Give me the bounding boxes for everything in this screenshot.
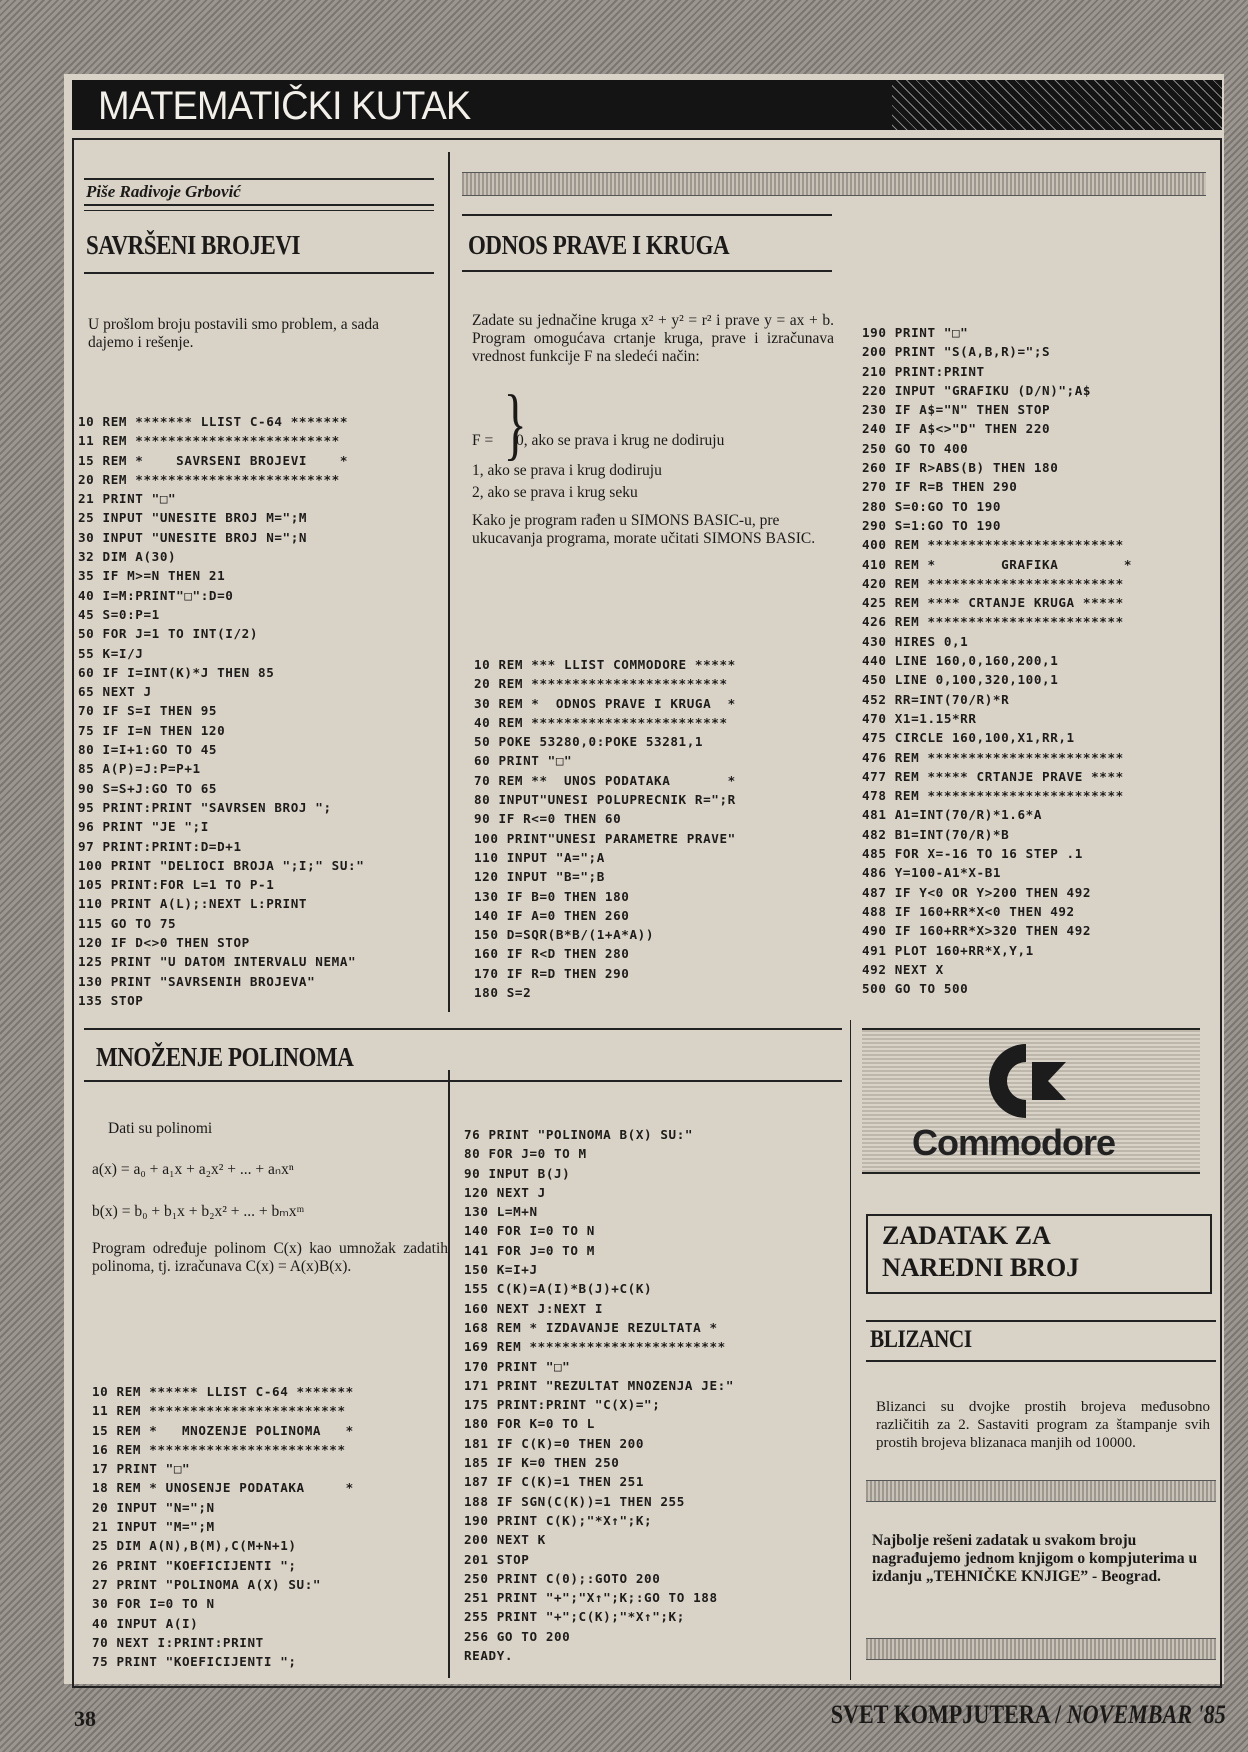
code-line: 120 IF D<>0 THEN STOP <box>78 935 250 951</box>
code-line: 26 PRINT "KOEFICIJENTI "; <box>92 1557 297 1573</box>
code-line: 420 REM ************************ <box>862 575 1124 591</box>
zadatak-line-2: NAREDNI BROJ <box>882 1253 1080 1282</box>
code-line: 185 IF K=0 THEN 250 <box>464 1455 620 1471</box>
code-line: 250 PRINT C(0);:GOTO 200 <box>464 1570 661 1586</box>
odnos-title: ODNOS PRAVE I KRUGA <box>468 230 730 260</box>
code-line: 452 RR=INT(70/R)*R <box>862 691 1010 707</box>
code-line: 155 C(K)=A(I)*B(J)+C(K) <box>464 1281 653 1297</box>
code-line: 21 PRINT "□" <box>78 491 177 507</box>
code-line: 27 PRINT "POLINOMA A(X) SU:" <box>92 1576 322 1592</box>
code-line: 481 A1=INT(70/R)*1.6*A <box>862 807 1043 823</box>
code-line: 15 REM * MNOZENJE POLINOMA * <box>92 1422 354 1438</box>
column-divider-left <box>448 152 450 1012</box>
code-line: 181 IF C(K)=0 THEN 200 <box>464 1435 645 1451</box>
code-line: 160 IF R<D THEN 280 <box>474 946 630 962</box>
code-line: READY. <box>464 1648 514 1664</box>
rule-blizanci-top <box>866 1320 1216 1322</box>
section-banner <box>72 80 1222 130</box>
odnos-intro: Zadate su jednačine kruga x² + y² = r² i prave y = ax + b. Program omogućava crtanje kruga, prave i izračunava vrednost funkcije F na sledeći način: <box>472 312 834 365</box>
code-line: 487 IF Y<0 OR Y>200 THEN 492 <box>862 884 1092 900</box>
odnos-note: Kako je program rađen u SIMONS BASIC-u, pre ukucavanja programa, morate učitati SIMONS BASIC. <box>472 512 816 547</box>
code-line: 475 CIRCLE 160,100,X1,RR,1 <box>862 730 1075 746</box>
code-line: 230 IF A$="N" THEN STOP <box>862 402 1051 418</box>
savrseni-title: SAVRŠENI BROJEVI <box>86 230 301 260</box>
commodore-logo-icon <box>986 1040 1086 1122</box>
code-line: 478 REM ************************ <box>862 788 1124 804</box>
nagrada-text: Najbolje rešeni zadatak u svakom broju nagrađujemo jednom knjigom o kompjuterima u izdanju „TEHNIČKE KNJIGE” - Beograd. <box>872 1532 1198 1585</box>
code-line: 100 PRINT"UNESI PARAMETRE PRAVE" <box>474 830 736 846</box>
code-line: 17 PRINT "□" <box>92 1461 191 1477</box>
code-line: 280 S=0:GO TO 190 <box>862 498 1002 514</box>
code-line: 97 PRINT:PRINT:D=D+1 <box>78 838 242 854</box>
code-line: 440 LINE 160,0,160,200,1 <box>862 653 1059 669</box>
code-line: 141 FOR J=0 TO M <box>464 1242 595 1258</box>
code-line: 256 GO TO 200 <box>464 1628 571 1644</box>
odnos-case-2: 2, ako se prava i krug seku <box>472 484 638 501</box>
code-line: 90 INPUT B(J) <box>464 1165 571 1181</box>
code-line: 482 B1=INT(70/R)*B <box>862 826 1010 842</box>
odnos-grey-bar <box>462 172 1206 196</box>
footer-magazine: SVET KOMPJUTERA <box>830 1700 1050 1729</box>
code-line: 150 K=I+J <box>464 1262 538 1278</box>
code-line: 240 IF A$<>"D" THEN 220 <box>862 421 1051 437</box>
rule-byline-bottom <box>84 204 434 206</box>
mnozenje-desc: Program određuje polinom C(x) kao umnožak zadatih polinoma, tj. izračunava C(x) = A(x)B(x). <box>92 1240 448 1275</box>
column-divider-bottom <box>448 1070 450 1678</box>
code-line: 120 NEXT J <box>464 1184 546 1200</box>
code-line: 50 POKE 53280,0:POKE 53281,1 <box>474 734 704 750</box>
code-line: 50 FOR J=1 TO INT(I/2) <box>78 626 259 642</box>
bottom-grey-bar <box>866 1638 1216 1660</box>
mnozenje-code-part1 <box>92 1382 354 1671</box>
code-line: 130 IF B=0 THEN 180 <box>474 888 630 904</box>
code-line: 70 REM ** UNOS PODATAKA * <box>474 772 736 788</box>
code-line: 488 IF 160+RR*X<0 THEN 492 <box>862 903 1075 919</box>
code-line: 65 NEXT J <box>78 684 152 700</box>
code-line: 115 GO TO 75 <box>78 915 177 931</box>
code-line: 400 REM ************************ <box>862 537 1124 553</box>
code-line: 20 INPUT "N=";N <box>92 1499 215 1515</box>
code-line: 70 NEXT I:PRINT:PRINT <box>92 1634 264 1650</box>
odnos-case-1: 1, ako se prava i krug dodiruju <box>472 462 662 479</box>
code-line: 75 IF I=N THEN 120 <box>78 722 226 738</box>
code-line: 16 REM ************************ <box>92 1441 346 1457</box>
code-line: 80 FOR J=0 TO M <box>464 1146 587 1162</box>
code-line: 40 INPUT A(I) <box>92 1615 199 1631</box>
blizanci-grey-bar <box>866 1480 1216 1502</box>
code-line: 18 REM * UNOSENJE PODATAKA * <box>92 1480 354 1496</box>
code-line: 290 S=1:GO TO 190 <box>862 517 1002 533</box>
code-line: 110 PRINT A(L);:NEXT L:PRINT <box>78 896 308 912</box>
code-line: 169 REM ************************ <box>464 1339 726 1355</box>
code-line: 11 REM ************************* <box>78 433 340 449</box>
code-line: 60 IF I=INT(K)*J THEN 85 <box>78 664 275 680</box>
rule-blizanci-bottom <box>866 1360 1216 1362</box>
code-line: 95 PRINT:PRINT "SAVRSEN BROJ "; <box>78 799 332 815</box>
mnozenje-intro: Dati su polinomi <box>108 1120 213 1137</box>
odnos-case-0: 0, ako se prava i krug ne dodiruju <box>516 432 725 449</box>
code-line: 491 PLOT 160+RR*X,Y,1 <box>862 942 1034 958</box>
code-line: 210 PRINT:PRINT <box>862 363 985 379</box>
odnos-f-label: F = <box>472 432 494 449</box>
blizanci-text: Blizanci su dvojke prostih brojeva međusobno različitih za 2. Sastaviti program za štampanje svih prostih brojeva blizanaca manjih od 10000. <box>876 1399 1210 1451</box>
code-line: 70 IF S=I THEN 95 <box>78 703 218 719</box>
code-line: 190 PRINT C(K);"*X↑";K; <box>464 1512 653 1528</box>
banner-texture <box>892 80 1222 130</box>
code-line: 270 IF R=B THEN 290 <box>862 479 1018 495</box>
code-line: 100 PRINT "DELIOCI BROJA ";I;" SU:" <box>78 857 365 873</box>
code-line: 250 GO TO 400 <box>862 440 969 456</box>
code-line: 180 S=2 <box>474 985 532 1001</box>
code-line: 21 INPUT "M=";M <box>92 1519 215 1535</box>
code-line: 110 INPUT "A=";A <box>474 849 605 865</box>
code-line: 35 IF M>=N THEN 21 <box>78 568 226 584</box>
code-line: 60 PRINT "□" <box>474 753 573 769</box>
rule-byline-top <box>84 178 434 180</box>
odnos-brace: } <box>503 380 527 468</box>
code-line: 255 PRINT "+";C(K);"*X↑";K; <box>464 1609 685 1625</box>
code-line: 120 INPUT "B=";B <box>474 869 605 885</box>
savrseni-intro: U prošlom broju postavili smo problem, a sada dajemo i rešenje. <box>88 316 380 351</box>
code-line: 426 REM ************************ <box>862 614 1124 630</box>
code-line: 175 PRINT:PRINT "C(X)="; <box>464 1397 661 1413</box>
code-line: 10 REM *** LLIST COMMODORE ***** <box>474 657 736 672</box>
code-line: 130 PRINT "SAVRSENIH BROJEVA" <box>78 973 316 989</box>
code-line: 15 REM * SAVRSENI BROJEVI * <box>78 452 349 468</box>
code-line: 25 DIM A(N),B(M),C(M+N+1) <box>92 1538 297 1554</box>
code-line: 25 INPUT "UNESITE BROJ M=";M <box>78 510 308 526</box>
code-line: 170 IF R=D THEN 290 <box>474 965 630 981</box>
code-line: 10 REM ****** LLIST C-64 ******* <box>92 1384 354 1399</box>
code-line: 486 Y=100-A1*X-B1 <box>862 865 1002 881</box>
code-line: 150 D=SQR(B*B/(1+A*A)) <box>474 927 655 943</box>
rule-odnos-top <box>462 214 832 216</box>
code-line: 140 FOR I=0 TO N <box>464 1223 595 1239</box>
code-line: 251 PRINT "+";"X↑";K;:GO TO 188 <box>464 1590 718 1606</box>
code-line: 430 HIRES 0,1 <box>862 633 969 649</box>
code-line: 200 NEXT K <box>464 1532 546 1548</box>
column-divider-right <box>850 1020 851 1680</box>
footer-issue: NOVEMBAR '85 <box>1066 1700 1226 1729</box>
code-line: 160 NEXT J:NEXT I <box>464 1300 604 1316</box>
rule-mnozenje-top <box>84 1028 842 1030</box>
page-number: 38 <box>74 1706 96 1731</box>
code-line: 410 REM * GRAFIKA * <box>862 556 1133 572</box>
code-line: 11 REM ************************ <box>92 1403 346 1419</box>
code-line: 476 REM ************************ <box>862 749 1124 765</box>
code-line: 32 DIM A(30) <box>78 549 177 565</box>
code-line: 188 IF SGN(C(K))=1 THEN 255 <box>464 1493 685 1509</box>
code-line: 30 REM * ODNOS PRAVE I KRUGA * <box>474 695 736 711</box>
formula-a: a(x) = a₀ + a₁x + a₂x² + ... + aₙxⁿ <box>92 1161 294 1178</box>
code-line: 80 I=I+1:GO TO 45 <box>78 742 218 758</box>
code-line: 187 IF C(K)=1 THEN 251 <box>464 1474 645 1490</box>
odnos-code-part1 <box>474 655 736 1002</box>
code-line: 30 INPUT "UNESITE BROJ N=";N <box>78 529 308 545</box>
code-line: 490 IF 160+RR*X>320 THEN 492 <box>862 923 1092 939</box>
code-line: 168 REM * IZDAVANJE REZULTATA * <box>464 1319 718 1335</box>
rule-byline-thin <box>84 210 434 211</box>
code-line: 171 PRINT "REZULTAT MNOZENJA JE:" <box>464 1377 735 1393</box>
code-line: 201 STOP <box>464 1551 530 1567</box>
code-line: 80 INPUT"UNESI POLUPRECNIK R=";R <box>474 792 736 808</box>
code-line: 30 FOR I=0 TO N <box>92 1596 215 1612</box>
code-line: 485 FOR X=-16 TO 16 STEP .1 <box>862 846 1083 862</box>
byline: Piše Radivoje Grbović <box>86 182 241 201</box>
code-line: 170 PRINT "□" <box>464 1358 571 1374</box>
code-line: 140 IF A=0 THEN 260 <box>474 907 630 923</box>
code-line: 90 S=S+J:GO TO 65 <box>78 780 218 796</box>
code-line: 10 REM ******* LLIST C-64 ******* <box>78 414 349 429</box>
code-line: 20 REM ************************ <box>474 676 728 692</box>
rule-savrseni <box>84 272 434 274</box>
code-line: 85 A(P)=J:P=P+1 <box>78 761 201 777</box>
rule-mnozenje-bottom <box>84 1080 842 1082</box>
footer-masthead <box>831 1700 1226 1730</box>
code-line: 135 STOP <box>78 992 144 1008</box>
code-line: 96 PRINT "JE ";I <box>78 819 209 835</box>
code-line: 260 IF R>ABS(B) THEN 180 <box>862 460 1059 476</box>
zadatak-heading <box>882 1220 1079 1284</box>
blizanci-title: BLIZANCI <box>870 1326 972 1353</box>
code-line: 425 REM **** CRTANJE KRUGA ***** <box>862 595 1124 611</box>
mnozenje-title: MNOŽENJE POLINOMA <box>96 1042 354 1072</box>
code-line: 220 INPUT "GRAFIKU (D/N)";A$ <box>862 382 1092 398</box>
code-line: 76 PRINT "POLINOMA B(X) SU:" <box>464 1127 694 1142</box>
code-line: 55 K=I/J <box>78 645 144 661</box>
code-line: 105 PRINT:FOR L=1 TO P-1 <box>78 877 275 893</box>
odnos-code-part2 <box>862 323 1132 998</box>
code-line: 130 L=M+N <box>464 1204 538 1220</box>
code-line: 450 LINE 0,100,320,100,1 <box>862 672 1059 688</box>
code-line: 200 PRINT "S(A,B,R)=";S <box>862 344 1051 360</box>
code-line: 492 NEXT X <box>862 961 944 977</box>
banner-title: MATEMATIČKI KUTAK <box>98 84 471 128</box>
code-line: 40 I=M:PRINT"□":D=0 <box>78 587 234 603</box>
code-line: 470 X1=1.15*RR <box>862 710 977 726</box>
code-line: 180 FOR K=0 TO L <box>464 1416 595 1432</box>
rule-odnos-bottom <box>462 270 832 272</box>
code-line: 90 IF R<=0 THEN 60 <box>474 811 622 827</box>
commodore-logo-text: Commodore <box>912 1122 1116 1163</box>
code-line: 477 REM ***** CRTANJE PRAVE **** <box>862 768 1124 784</box>
footer-separator: / <box>1055 1700 1062 1729</box>
zadatak-line-1: ZADATAK ZA <box>882 1221 1051 1250</box>
formula-b: b(x) = b₀ + b₁x + b₂x² + ... + bₘxᵐ <box>92 1203 305 1220</box>
code-line: 20 REM ************************* <box>78 471 340 487</box>
code-line: 125 PRINT "U DATOM INTERVALU NEMA" <box>78 954 357 970</box>
code-line: 500 GO TO 500 <box>862 981 969 997</box>
code-line: 75 PRINT "KOEFICIJENTI "; <box>92 1654 297 1670</box>
code-line: 190 PRINT "□" <box>862 325 969 340</box>
mnozenje-code-part2 <box>464 1125 734 1665</box>
code-line: 45 S=0:P=1 <box>78 606 160 622</box>
savrseni-code <box>78 412 364 1010</box>
code-line: 40 REM ************************ <box>474 714 728 730</box>
